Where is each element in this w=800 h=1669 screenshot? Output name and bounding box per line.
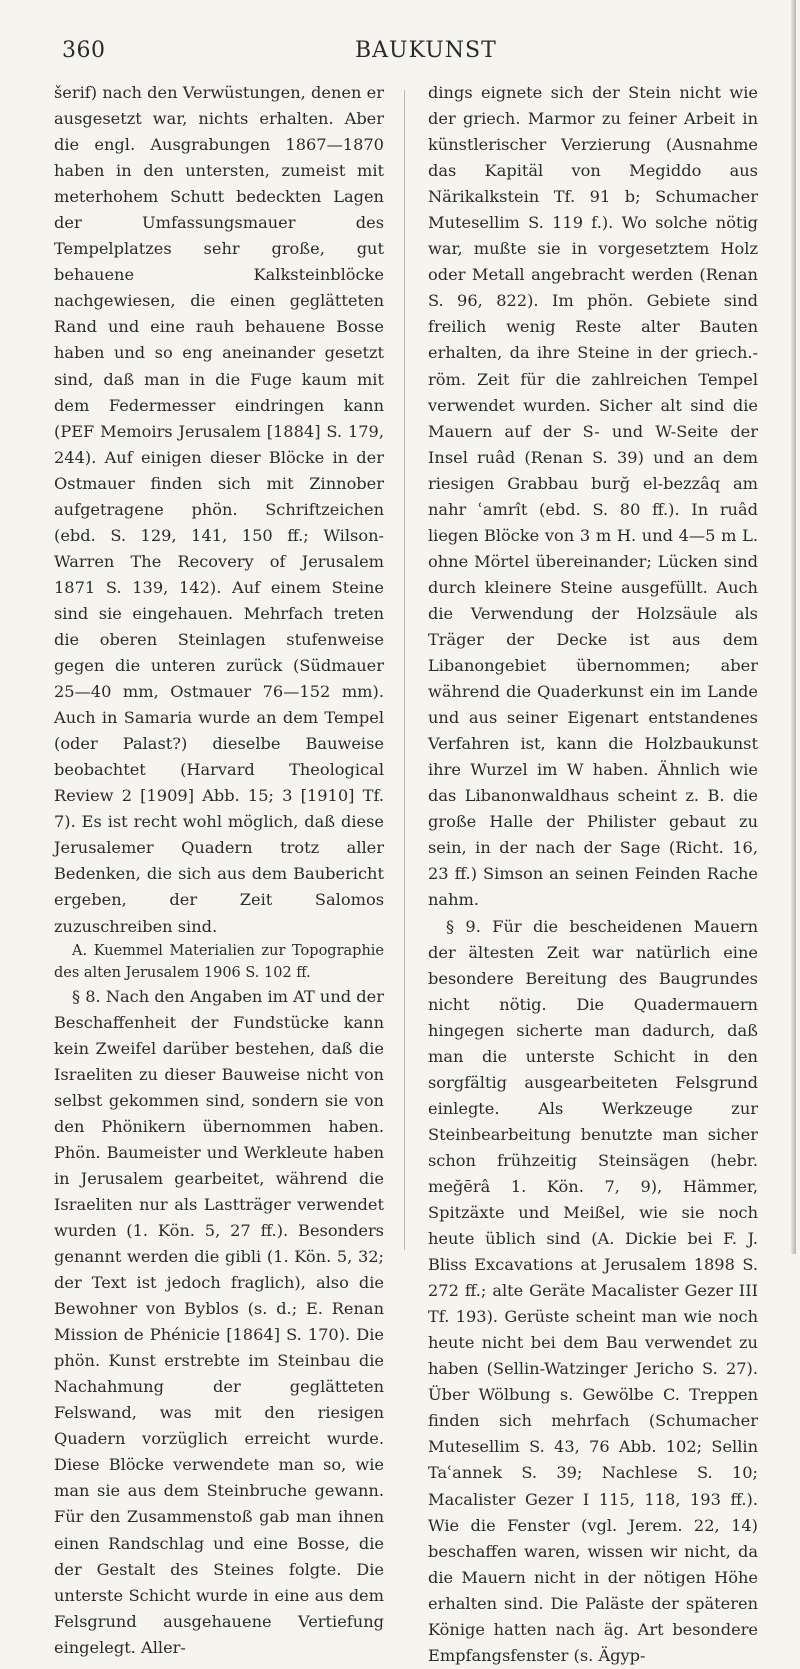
left-column: [54, 80, 384, 1661]
page-header: [0, 16, 800, 63]
bibliography-note: A. Kuemmel Materialien zur Topographie des alten Jerusalem 1906 S. 102 ff.: [54, 942, 384, 981]
section-9-paragraph: § 9. Für die bescheidenen Mauern der ältesten Zeit war natürlich eine besondere Bereitung des Baugrundes nicht nötig. Die Quadermauern hingegen sicherte man dadurch, daß man die unterste Schicht in den sorgfältig ausgearbeiteten Felsgrund einlegte. Als Werkzeuge zur Steinbearbeitung benutzte man sicher schon frühzeitig Steinsägen (hebr. meğērâ 1. Kön. 7, 9), Hämmer, Spitzäxte und Meißel, wie sie noch heute üblich sind (A. Dickie bei F. J. Bliss Excavations at Jerusalem 1898 S. 272 ff.; alte Geräte Macalister Gezer III Tf. 193). Gerüste scheint man wie noch heute nicht bei dem Bau verwendet zu haben (Sellin-Watzinger Jericho S. 27). Über Wölbung s. Gewölbe C. Treppen finden sich mehrfach (Schumacher Mutesellim S. 43, 76 Abb. 102; Sellin Taʿannek S. 39; Nachlese S. 10; Macalister Gezer I 115, 118, 193 ff.). Wie die Fenster (vgl. Jerem. 22, 14) beschaffen waren, wissen wir nicht, da die Mauern nicht in der nötigen Höhe erhalten sind. Die Paläste der späteren Könige hatten nach äg. Art besondere Empfangsfenster (s. Ägyp-: [428, 916, 758, 1665]
section-8-paragraph: § 8. Nach den Angaben im AT und der Beschaffenheit der Fundstücke kann kein Zweifel darüber bestehen, daß die Israeliten zu dieser Bauweise nicht von selbst gekommen sind, sondern sie von den Phönikern übernommen haben. Phön. Baumeister und Werkleute haben in Jerusalem gearbeitet, während die Israeliten nur als Lastträger verwendet wurden (1. Kön. 5, 27 ff.). Besonders genannt werden die gibli (1. Kön. 5, 32; der Text ist jedoch fraglich), also die Bewohner von Byblos (s. d.; E. Renan Mission de Phénicie [1864] S. 170). Die phön. Kunst erstrebte im Steinbau die Nachahmung der geglätteten Felswand, was mit den riesigen Quadern vorzüglich erreicht wurde. Diese Blöcke verwendete man so, wie man sie aus dem Steinbruche gewann. Für den Zusammenstoß gab man ihnen einen Randschlag und eine Bosse, die der Gestalt des Steines folgte. Die unterste Schicht wurde in eine aus dem Felsgrund ausgehauene Vertiefung eingelegt. Aller-: [54, 986, 384, 1657]
paragraph-continued: šerif) nach den Verwüstungen, denen er ausgesetzt war, nichts erhalten. Aber die engl. Ausgrabungen 1867—1870 haben in den untersten, zumeist mit meterhohem Schutt bedeckten Lagen der Umfassungsmauer des Tempelplatzes sehr große, gut behauene Kalksteinblöcke nachgewiesen, die einen geglätteten Rand und eine rauh behauene Bosse haben und so eng aneinander gesetzt sind, daß man in die Fuge kaum mit dem Federmesser eindringen kann (PEF Memoirs Jerusalem [1884] S. 179, 244). Auf einigen dieser Blöcke in der Ostmauer finden sich mit Zinnober aufgetragene phön. Schriftzeichen (ebd. S. 129, 141, 150 ff.; Wilson-Warren The Recovery of Jerusalem 1871 S. 139, 142). Auf einem Steine sind sie eingehauen. Mehrfach treten die oberen Steinlagen stufenweise gegen die unteren zurück (Südmauer 25—40 mm, Ostmauer 76—152 mm). Auch in Samaria wurde an dem Tempel (oder Palast?) dieselbe Bauweise beobachtet (Harvard Theological Review 2 [1909] Abb. 15; 3 [1910] Tf. 7). Es ist recht wohl möglich, daß diese Jerusalemer Quadern trotz aller Bedenken, die sich aus dem Baubericht ergeben, der Zeit Salomos zuzuschreiben sind.: [54, 83, 384, 936]
running-head: BAUKUNST: [355, 38, 497, 63]
column-divider: [404, 90, 405, 1250]
page-number: 360: [62, 38, 106, 63]
page-edge: [791, 0, 796, 1254]
paragraph-continued-right: dings eignete sich der Stein nicht wie der griech. Marmor zu feiner Arbeit in künstlerischer Verzierung (Ausnahme das Kapitäl von Megiddo aus Närikalkstein Tf. 91 b; Schumacher Mutesellim S. 119 f.). Wo solche nötig war, mußte sie in vorgesetztem Holz oder Metall angebracht werden (Renan S. 96, 822). Im phön. Gebiete sind freilich wenig Reste alter Bauten erhalten, da ihre Steine in der griech.-röm. Zeit für die zahlreichen Tempel verwendet wurden. Sicher alt sind die Mauern auf der S- und W-Seite der Insel ruâd (Renan S. 39) und an dem riesigen Grabbau burğ el-bezzâq am nahr ʿamrît (ebd. S. 80 ff.). In ruâd liegen Blöcke von 3 m H. und 4—5 m L. ohne Mörtel übereinander; Lücken sind durch kleinere Steine ausgefüllt. Auch die Verwendung der Holzsäule als Träger der Decke ist aus dem Libanongebiet übernommen; aber während die Quaderkunst ein im Lande und aus seiner Eigenart entstandenes Verfahren ist, kann die Holzbaukunst ihre Wurzel im W haben. Ähnlich wie das Libanonwaldhaus scheint z. B. die große Halle der Philister gebaut zu sein, in der nach der Sage (Richt. 16, 23 ff.) Simson an seinen Feinden Rache nahm.: [428, 83, 758, 910]
right-column: [428, 80, 758, 1669]
